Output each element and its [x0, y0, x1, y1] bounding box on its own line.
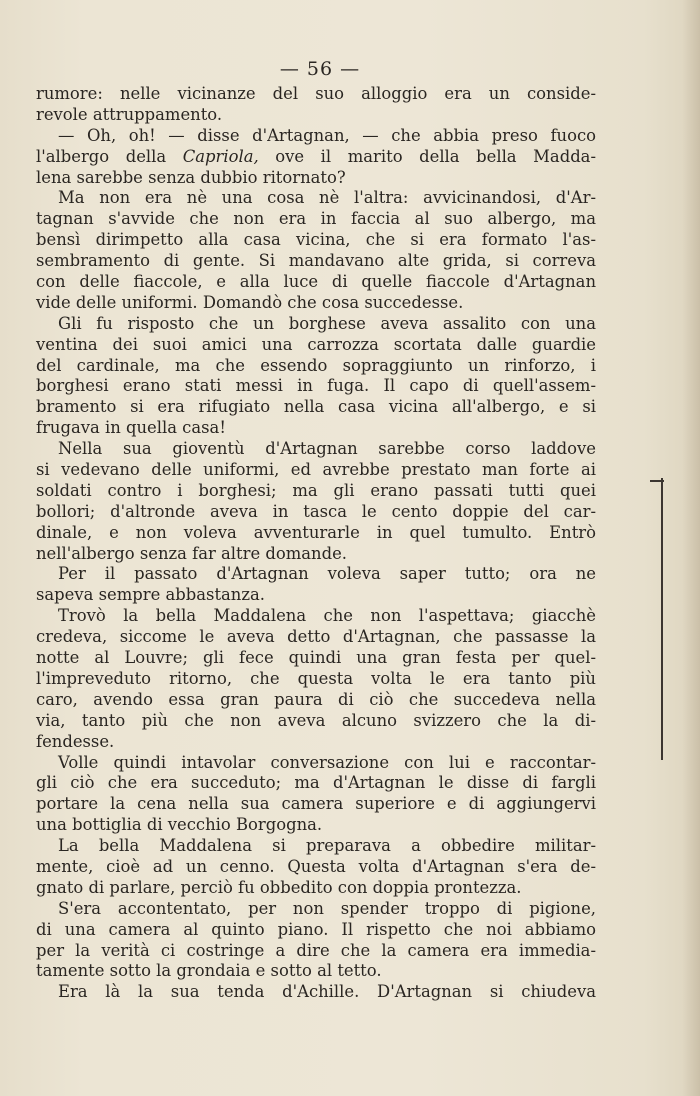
text-line-content: S'era accontentato, per non spender troppo di pigione,	[58, 898, 596, 918]
text-line	[36, 335, 596, 356]
text-line-content: soldati contro i borghesi; ma gli erano passati tutti quei	[36, 480, 596, 500]
text-line	[36, 460, 596, 481]
text-line-content: fendesse.	[36, 731, 115, 751]
margin-rule-tick	[650, 480, 664, 482]
italic-inn-name: Capriola,	[182, 146, 259, 166]
text-line-content: via, tanto più che non aveva alcuno svizzero che la di-	[36, 710, 596, 730]
text-line	[36, 314, 596, 335]
text-line	[36, 920, 596, 941]
text-line	[36, 147, 596, 168]
text-line-content: portare la cena nella sua camera superiore e di aggiungervi	[36, 794, 596, 814]
text-line-content: nell'albergo senza far altre domande.	[36, 543, 348, 563]
margin-rule-line	[661, 478, 663, 760]
text-line-content: dinale, e non voleva avventurarle in quel tumulto. Entrò	[36, 522, 596, 542]
text-line-content: mente, cioè ad un cenno. Questa volta d'Artagnan s'era de-	[36, 856, 596, 876]
text-line	[36, 961, 596, 982]
text-line-content: l'albergo della	[36, 146, 183, 166]
text-line	[36, 230, 596, 251]
text-line	[36, 356, 596, 377]
text-line	[36, 564, 596, 585]
text-line-content: bollori; d'altronde aveva in tasca le cento doppie del car-	[36, 501, 596, 521]
text-line	[36, 168, 596, 189]
text-line-content: frugava in quella casa!	[36, 418, 226, 438]
text-line	[36, 376, 596, 397]
text-line-content: credeva, siccome le aveva detto d'Artagnan, che passasse la	[36, 627, 596, 647]
text-line-content: ventina dei suoi amici una carrozza scortata dalle guardie	[36, 334, 596, 354]
text-line	[36, 105, 596, 126]
text-line	[36, 209, 596, 230]
text-line-continuation: ove il marito della bella Madda-	[258, 146, 596, 166]
page-edge-shadow	[682, 0, 700, 1096]
text-line	[36, 857, 596, 878]
text-line	[36, 794, 596, 815]
text-line-content: rumore: nelle vicinanze del suo alloggio era un conside-	[36, 84, 596, 103]
text-line	[36, 878, 596, 899]
text-line	[36, 439, 596, 460]
text-line-content: bensì dirimpetto alla casa vicina, che si era formato l'as-	[36, 230, 596, 250]
text-line-content: bramento si era rifugiato nella casa vicina all'albergo, e si	[36, 397, 596, 417]
text-line-content: una bottiglia di vecchio Borgogna.	[36, 815, 323, 835]
text-line	[36, 502, 596, 523]
text-line	[36, 732, 596, 753]
text-line	[36, 606, 596, 627]
text-line	[36, 815, 596, 836]
text-line-content: vide delle uniformi. Domandò che cosa succedesse.	[36, 292, 464, 312]
body-text	[36, 84, 596, 1003]
text-line-content: Trovò la bella Maddalena che non l'aspettava; giacchè	[58, 606, 596, 626]
text-line	[36, 272, 596, 293]
text-line-content: si vedevano delle uniformi, ed avrebbe prestato man forte ai	[36, 460, 596, 480]
text-line	[36, 84, 596, 105]
text-line	[36, 941, 596, 962]
text-line	[36, 188, 596, 209]
text-line	[36, 397, 596, 418]
text-line	[36, 982, 596, 1003]
text-line	[36, 690, 596, 711]
text-line-content: notte al Louvre; gli fece quindi una gran festa per quel-	[36, 648, 596, 668]
text-line-content: del cardinale, ma che essendo sopraggiunto un rinforzo, i	[36, 355, 596, 375]
text-line-content: lena sarebbe senza dubbio ritornato?	[36, 167, 346, 187]
text-line	[36, 544, 596, 565]
text-line	[36, 126, 596, 147]
text-line-content: — Oh, oh! — disse d'Artagnan, — che abbia preso fuoco	[58, 125, 596, 145]
text-line-content: gli ciò che era succeduto; ma d'Artagnan le disse di fargli	[36, 773, 596, 793]
text-line-content: Per il passato d'Artagnan voleva saper tutto; ora ne	[58, 564, 596, 584]
text-line-content: Nella sua gioventù d'Artagnan sarebbe corso laddove	[58, 439, 596, 459]
text-line-content: tamente sotto la grondaia e sotto al tetto.	[36, 961, 382, 981]
text-line-content: borghesi erano stati messi in fuga. Il capo di quell'assem-	[36, 376, 596, 396]
text-line-content: sapeva sempre abbastanza.	[36, 585, 265, 605]
text-line	[36, 585, 596, 606]
text-line-content: caro, avendo essa gran paura di ciò che succedeva nella	[36, 689, 596, 709]
text-line-content: tagnan s'avvide che non era in faccia al suo albergo, ma	[36, 209, 596, 229]
text-line-content: Volle quindi intavolar conversazione con lui e raccontar-	[58, 752, 596, 772]
text-line	[36, 418, 596, 439]
text-line	[36, 523, 596, 544]
text-line-content: Era là la sua tenda d'Achille. D'Artagnan si chiudeva	[58, 982, 596, 1002]
text-line	[36, 836, 596, 857]
page-number: — 56 —	[279, 58, 361, 80]
text-line	[36, 669, 596, 690]
text-line	[36, 293, 596, 314]
text-line-content: l'impreveduto ritorno, che questa volta le era tanto più	[36, 668, 596, 688]
text-line-content: gnato di parlare, perciò fu obbedito con doppia prontezza.	[36, 877, 522, 897]
text-line-content: revole attruppamento.	[36, 104, 223, 124]
text-line	[36, 899, 596, 920]
text-line	[36, 753, 596, 774]
text-line-content: sembramento di gente. Si mandavano alte grida, si correva	[36, 251, 596, 271]
text-line	[36, 251, 596, 272]
text-line	[36, 773, 596, 794]
text-line-content: di una camera al quinto piano. Il rispetto che noi abbiamo	[36, 919, 596, 939]
text-line	[36, 648, 596, 669]
text-line-content: Gli fu risposto che un borghese aveva assalito con una	[58, 313, 596, 333]
text-line	[36, 481, 596, 502]
text-line-content: con delle fiaccole, e alla luce di quelle fiaccole d'Artagnan	[36, 272, 596, 292]
text-line-content: Ma non era nè una cosa nè l'altra: avvicinandosi, d'Ar-	[58, 188, 596, 208]
text-line-content: per la verità ci costringe a dire che la camera era immedia-	[36, 940, 596, 960]
text-line	[36, 711, 596, 732]
text-line-content: La bella Maddalena si preparava a obbedire militar-	[58, 836, 596, 856]
text-line	[36, 627, 596, 648]
